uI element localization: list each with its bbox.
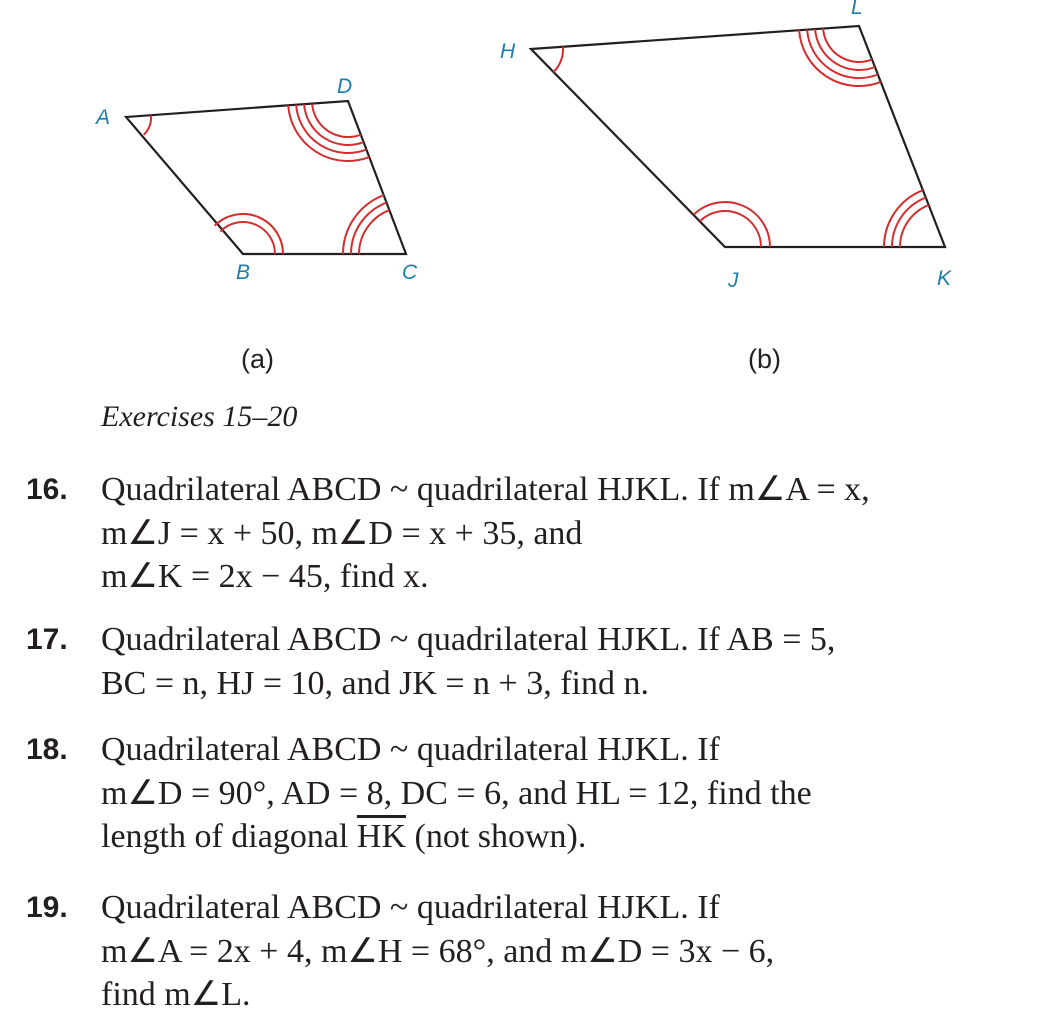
vertex-label-j: J [728, 269, 739, 292]
angle-mark-l [799, 29, 881, 87]
exercise-line: BC = n, HJ = 10, and JK = n + 3, find n. [101, 664, 649, 702]
exercise-line: Quadrilateral ABCD ~ quadrilateral HJKL. If m∠A = x, [101, 471, 870, 508]
angle-mark-j [694, 202, 770, 247]
exercise-line: m∠A = 2x + 4, m∠H = 68°, and m∠D = 3x − 6, [101, 932, 775, 970]
exercise-line: m∠D = 90°, AD = 8, DC = 6, and HL = 12, find the [101, 774, 812, 812]
exercise-line [101, 815, 812, 859]
exercise-line: find m∠L. [101, 976, 251, 1013]
vertex-label-b: B [236, 261, 251, 284]
exercise-number: 18. [26, 733, 68, 766]
segment-hk: $\overline{HK}$ [356, 818, 406, 855]
exercise-number: 16. [26, 473, 68, 506]
exercise-16 [26, 468, 870, 599]
exercise-number: 19. [26, 891, 68, 924]
vertex-label-a: A [96, 106, 111, 129]
angle-marks-abcd [144, 104, 390, 254]
angle-mark-a [144, 115, 151, 135]
exercise-line-text: (not shown). [406, 818, 587, 855]
exercise-number: 17. [26, 623, 68, 656]
exercises-heading: Exercises 15–20 [101, 400, 298, 433]
exercise-line: Quadrilateral ABCD ~ quadrilateral HJKL. If [101, 889, 720, 926]
vertex-label-h: H [500, 40, 516, 63]
exercise-line: m∠J = x + 50, m∠D = x + 35, and [101, 514, 583, 552]
vertex-label-c: C [402, 261, 418, 284]
angle-mark-k [884, 190, 929, 247]
angle-mark-d [288, 104, 369, 161]
exercise-line: Quadrilateral ABCD ~ quadrilateral HJKL. If AB = 5, [101, 621, 836, 658]
similar-quadrilaterals-figure [0, 0, 1038, 400]
vertex-label-k: K [937, 267, 952, 290]
exercise-19 [26, 886, 774, 1017]
exercise-18 [26, 728, 812, 859]
exercise-line: Quadrilateral ABCD ~ quadrilateral HJKL. If [101, 731, 720, 768]
angle-mark-c [343, 195, 390, 254]
caption-a: (a) [241, 344, 274, 374]
angle-mark-h [553, 47, 563, 72]
exercise-17 [26, 618, 835, 705]
caption-b: (b) [748, 344, 781, 374]
exercise-line: m∠K = 2x − 45, find x. [101, 558, 429, 595]
vertex-label-d: D [337, 75, 353, 98]
exercise-line-text: length of diagonal [101, 818, 357, 855]
vertex-label-l: L [851, 0, 863, 19]
